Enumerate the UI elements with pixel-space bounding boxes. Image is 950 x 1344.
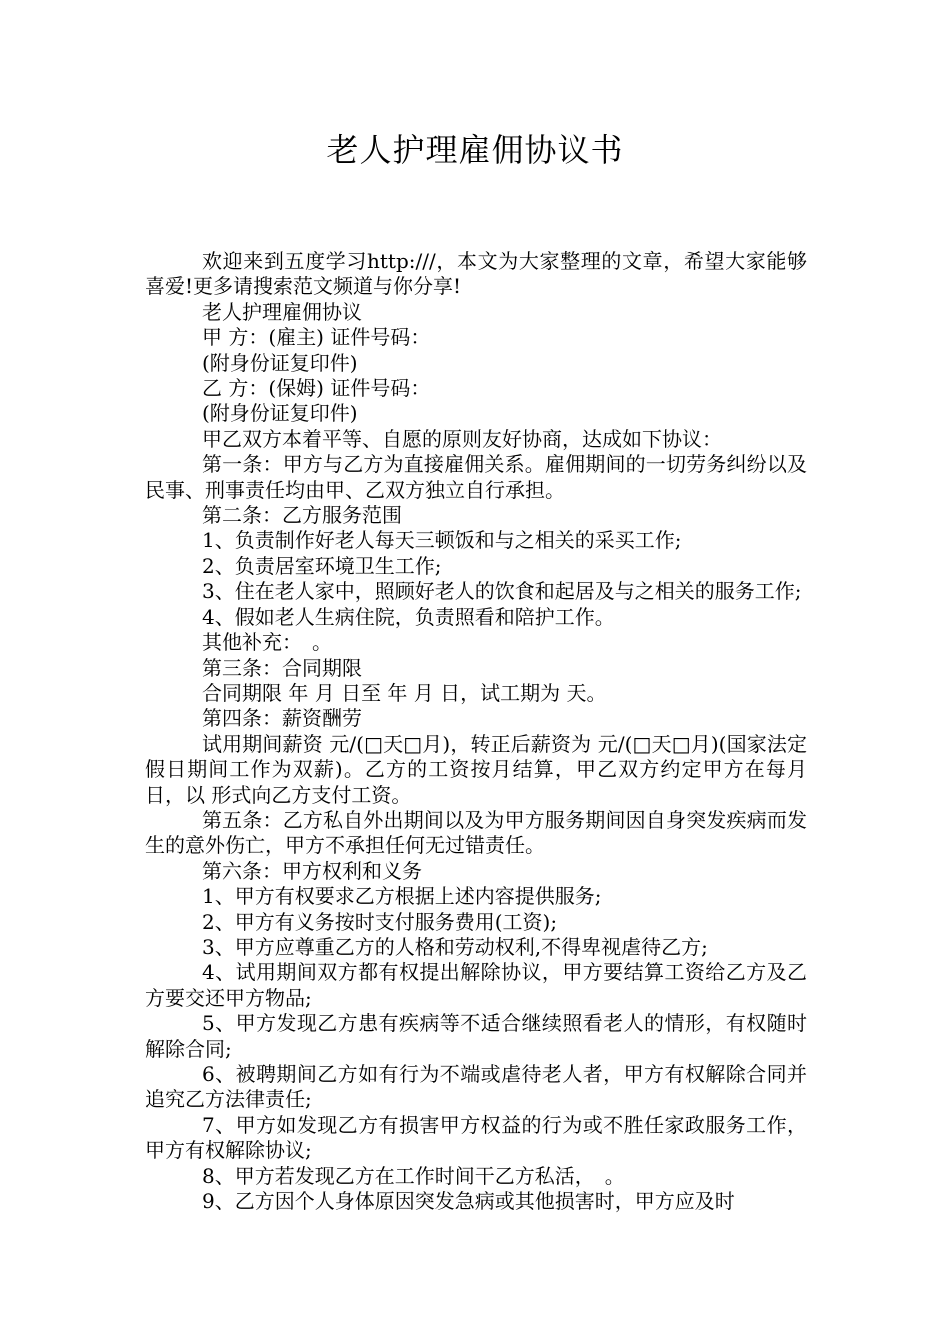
document-paragraph: 4、试用期间双方都有权提出解除协议，甲方要结算工资给乙方及乙方要交还甲方物品;: [145, 960, 807, 1010]
document-paragraph: 甲乙双方本着平等、自愿的原则友好协商，达成如下协议：: [202, 426, 722, 451]
document-paragraph: 第三条：合同期限: [202, 655, 362, 680]
document-paragraph: (附身份证复印件): [202, 401, 358, 426]
document-paragraph: 2、负责居室环境卫生工作;: [202, 553, 442, 578]
document-paragraph: 欢迎来到五度学习http:///，本文为大家整理的文章，希望大家能够喜爱!更多请搜索范文频道与你分享!: [145, 249, 807, 299]
document-paragraph: 3、住在老人家中，照顾好老人的饮食和起居及与之相关的服务工作;: [202, 579, 802, 604]
document-paragraph: 2、甲方有义务按时支付服务费用(工资);: [202, 909, 558, 934]
document-paragraph: 6、被聘期间乙方如有行为不端或虐待老人者，甲方有权解除合同并追究乙方法律责任;: [145, 1062, 807, 1112]
document-paragraph: 第六条：甲方权利和义务: [202, 858, 422, 883]
document-paragraph: 其他补充： 。: [202, 630, 332, 655]
document-paragraph: 5、甲方发现乙方患有疾病等不适合继续照看老人的情形，有权随时解除合同;: [145, 1011, 807, 1061]
document-paragraph: 甲 方：(雇主) 证件号码：: [202, 325, 431, 350]
document-paragraph: 第四条：薪资酬劳: [202, 706, 362, 731]
document-paragraph: 试用期间薪资 元/(□天□月)，转正后薪资为 元/(□天□月)(国家法定假日期间工作为双薪)。乙方的工资按月结算，甲乙双方约定甲方在每月 日，以 形式向乙方支付工资。: [145, 731, 807, 807]
document-paragraph: 7、甲方如发现乙方有损害甲方权益的行为或不胜任家政服务工作，甲方有权解除协议;: [145, 1112, 807, 1163]
document-paragraph: 4、假如老人生病住院，负责照看和陪护工作。: [202, 604, 615, 629]
document-paragraph: 第五条：乙方私自外出期间以及为甲方服务期间因自身突发疾病而发生的意外伤亡，甲方不承担任何无过错责任。: [145, 807, 807, 858]
document-body: [145, 249, 807, 1214]
document-paragraph: 9、乙方因个人身体原因突发急病或其他损害时，甲方应及时: [202, 1189, 735, 1214]
document-paragraph: 1、甲方有权要求乙方根据上述内容提供服务;: [202, 884, 602, 909]
document-paragraph: 第二条：乙方服务范围: [202, 503, 402, 528]
document-paragraph: 第一条：甲方与乙方为直接雇佣关系。雇佣期间的一切劳务纠纷以及民事、刑事责任均由甲、乙双方独立自行承担。: [145, 452, 807, 502]
document-paragraph: (附身份证复印件): [202, 350, 358, 375]
document-title: 老人护理雇佣协议书: [326, 131, 624, 169]
document-paragraph: 8、甲方若发现乙方在工作时间干乙方私活， 。: [202, 1163, 625, 1188]
document-paragraph: 3、甲方应尊重乙方的人格和劳动权利,不得卑视虐待乙方;: [202, 934, 708, 959]
document-paragraph: 老人护理雇佣协议: [202, 299, 362, 324]
document-paragraph: 合同期限 年 月 日至 年 月 日，试工期为 天。: [202, 680, 607, 705]
document-paragraph: 乙 方：(保姆) 证件号码：: [202, 376, 431, 401]
document-paragraph: 1、负责制作好老人每天三顿饭和与之相关的采买工作;: [202, 528, 682, 553]
